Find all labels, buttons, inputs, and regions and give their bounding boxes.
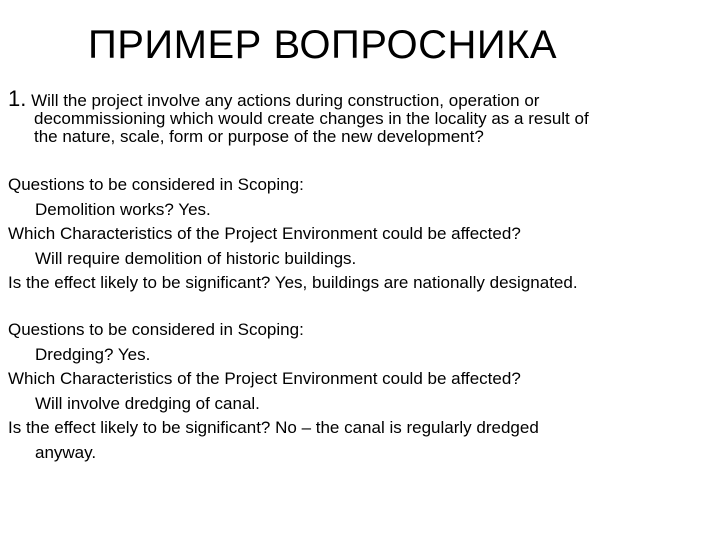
question-1 [8, 86, 708, 146]
page-title: ПРИМЕР ВОПРОСНИКА [88, 23, 558, 67]
scoping-label: Questions to be considered in Scoping: [8, 175, 304, 194]
question-number: 1. [8, 86, 27, 111]
question-text-line-2: decommissioning which would create changes in the locality as a result of [34, 109, 589, 128]
scoping-block-dredging [8, 318, 713, 465]
scoping-answer: Dredging? Yes. [35, 344, 151, 364]
characteristics-label: Which Characteristics of the Project Environment could be affected? [8, 369, 521, 388]
scoping-label: Questions to be considered in Scoping: [8, 320, 304, 339]
characteristics-answer: Will require demolition of historic buildings. [35, 248, 357, 268]
question-text-line-3: the nature, scale, form or purpose of the new development? [34, 127, 484, 146]
question-line [8, 86, 708, 111]
scoping-block-demolition [8, 173, 713, 296]
significance-line: Is the effect likely to be significant? No – the canal is regularly dredged [8, 418, 539, 437]
scoping-answer: Demolition works? Yes. [35, 199, 211, 219]
significance-continuation: anyway. [35, 442, 97, 462]
significance-line: Is the effect likely to be significant? Yes, buildings are nationally designated. [8, 273, 578, 292]
question-text-line-1: Will the project involve any actions during construction, operation or [31, 91, 540, 110]
characteristics-answer: Will involve dredging of canal. [35, 393, 260, 413]
characteristics-label: Which Characteristics of the Project Environment could be affected? [8, 224, 521, 243]
